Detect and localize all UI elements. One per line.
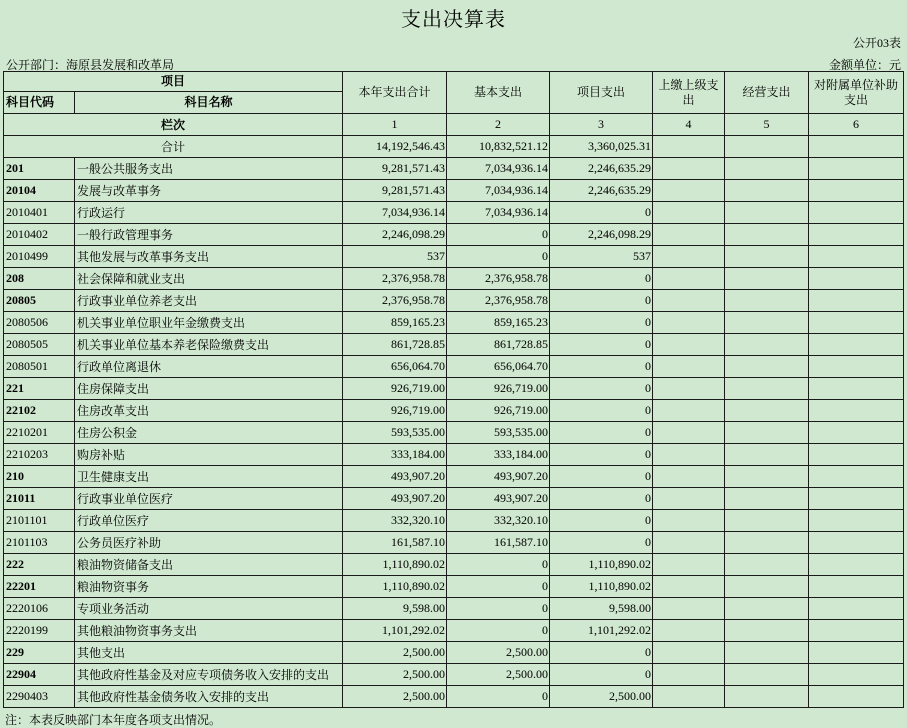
table-row [4,400,904,422]
row-business [725,334,809,356]
row-code: 2080506 [4,312,75,334]
row-total: 2,500.00 [343,686,447,708]
row-basic: 493,907.20 [447,466,550,488]
row-project: 2,246,635.29 [550,158,653,180]
table-row [4,686,904,708]
row-project: 9,598.00 [550,598,653,620]
row-business [725,642,809,664]
row-business [725,576,809,598]
row-basic: 0 [447,576,550,598]
row-subsidy [809,158,904,180]
row-business [725,246,809,268]
row-code: 201 [4,158,75,180]
row-total: 2,500.00 [343,642,447,664]
row-code: 229 [4,642,75,664]
row-upper [653,334,725,356]
table-row [4,620,904,642]
col-number-5: 5 [725,114,809,136]
table-row [4,334,904,356]
row-total: 2,246,098.29 [343,224,447,246]
row-basic: 926,719.00 [447,378,550,400]
row-upper [653,686,725,708]
row-business [725,180,809,202]
row-code: 2210201 [4,422,75,444]
row-code: 2220199 [4,620,75,642]
row-project: 0 [550,664,653,686]
table-row [4,246,904,268]
row-total: 2,376,958.78 [343,290,447,312]
row-upper [653,246,725,268]
row-name: 其他粮油物资事务支出 [75,620,343,642]
row-upper [653,576,725,598]
row-project: 2,246,635.29 [550,180,653,202]
row-project: 0 [550,202,653,224]
row-upper [653,444,725,466]
row-total: 7,034,936.14 [343,202,447,224]
row-basic: 0 [447,554,550,576]
row-basic: 0 [447,620,550,642]
row-name: 专项业务活动 [75,598,343,620]
row-basic: 332,320.10 [447,510,550,532]
header-name: 科目名称 [75,92,343,114]
footnote: 注：本表反映部门本年度各项支出情况。 [5,713,222,727]
col-number-4: 4 [653,114,725,136]
row-business [725,400,809,422]
row-total: 1,110,890.02 [343,576,447,598]
row-subsidy [809,488,904,510]
header-item: 项目 [4,72,343,92]
row-code: 222 [4,554,75,576]
row-upper [653,554,725,576]
row-name: 机关事业单位职业年金缴费支出 [75,312,343,334]
row-upper [653,488,725,510]
row-upper [653,158,725,180]
table-row [4,158,904,180]
row-business [725,356,809,378]
row-upper [653,356,725,378]
row-business [725,664,809,686]
row-subsidy [809,312,904,334]
row-basic: 859,165.23 [447,312,550,334]
row-upper [653,532,725,554]
row-subsidy [809,510,904,532]
row-subsidy [809,378,904,400]
table-row [4,664,904,686]
row-total: 656,064.70 [343,356,447,378]
header-upper: 上缴上级支出 [653,72,725,114]
lanci-label: 栏次 [4,114,343,136]
row-business [725,158,809,180]
row-subsidy [809,444,904,466]
row-code: 20104 [4,180,75,202]
table-row [4,268,904,290]
row-business [725,510,809,532]
row-name: 粮油物资储备支出 [75,554,343,576]
row-subsidy [809,598,904,620]
row-basic: 2,500.00 [447,664,550,686]
header-business: 经营支出 [725,72,809,114]
row-upper [653,312,725,334]
row-basic: 656,064.70 [447,356,550,378]
row-name: 行政单位医疗 [75,510,343,532]
row-name: 住房公积金 [75,422,343,444]
row-upper [653,202,725,224]
col-number-2: 2 [447,114,550,136]
table-row [4,444,904,466]
row-basic: 0 [447,246,550,268]
row-upper [653,422,725,444]
row-total: 859,165.23 [343,312,447,334]
header-subsidy: 对附属单位补助支出 [809,72,904,114]
total-label: 合计 [4,136,343,158]
row-project: 2,246,098.29 [550,224,653,246]
row-code: 20805 [4,290,75,312]
row-project: 0 [550,510,653,532]
row-total: 493,907.20 [343,466,447,488]
row-name: 行政事业单位医疗 [75,488,343,510]
table-row [4,532,904,554]
row-basic: 861,728.85 [447,334,550,356]
row-basic: 161,587.10 [447,532,550,554]
row-basic: 593,535.00 [447,422,550,444]
row-project: 0 [550,642,653,664]
row-upper [653,664,725,686]
table-row [4,466,904,488]
row-name: 住房改革支出 [75,400,343,422]
row-basic: 2,376,958.78 [447,290,550,312]
row-name: 购房补贴 [75,444,343,466]
row-upper [653,400,725,422]
row-business [725,488,809,510]
row-code: 22102 [4,400,75,422]
row-name: 公务员医疗补助 [75,532,343,554]
row-subsidy [809,224,904,246]
row-subsidy [809,180,904,202]
row-name: 其他政府性基金债务收入安排的支出 [75,686,343,708]
row-subsidy [809,466,904,488]
total-total: 14,192,546.43 [343,136,447,158]
row-name: 一般行政管理事务 [75,224,343,246]
row-upper [653,598,725,620]
row-name: 粮油物资事务 [75,576,343,598]
row-total: 2,376,958.78 [343,268,447,290]
row-total: 332,320.10 [343,510,447,532]
row-upper [653,466,725,488]
row-project: 0 [550,488,653,510]
row-subsidy [809,356,904,378]
row-name: 其他发展与改革事务支出 [75,246,343,268]
row-basic: 7,034,936.14 [447,158,550,180]
row-project: 0 [550,268,653,290]
row-subsidy [809,686,904,708]
row-total: 1,110,890.02 [343,554,447,576]
row-code: 221 [4,378,75,400]
row-subsidy [809,576,904,598]
row-code: 2010499 [4,246,75,268]
row-total: 9,281,571.43 [343,180,447,202]
row-project: 0 [550,532,653,554]
row-upper [653,180,725,202]
row-upper [653,268,725,290]
department-label: 公开部门：海原县发展和改革局 [6,58,175,72]
row-subsidy [809,620,904,642]
row-subsidy [809,246,904,268]
row-subsidy [809,642,904,664]
total-row [4,136,904,158]
col-number-6: 6 [809,114,904,136]
row-name: 行政运行 [75,202,343,224]
row-subsidy [809,268,904,290]
row-business [725,268,809,290]
row-business [725,598,809,620]
row-name: 机关事业单位基本养老保险缴费支出 [75,334,343,356]
row-code: 2220106 [4,598,75,620]
row-total: 333,184.00 [343,444,447,466]
row-total: 2,500.00 [343,664,447,686]
row-project: 1,110,890.02 [550,576,653,598]
row-total: 537 [343,246,447,268]
row-basic: 2,500.00 [447,642,550,664]
row-business [725,290,809,312]
row-name: 一般公共服务支出 [75,158,343,180]
table-row [4,642,904,664]
row-code: 2290403 [4,686,75,708]
row-business [725,444,809,466]
row-code: 2101103 [4,532,75,554]
row-business [725,620,809,642]
expenditure-table [3,71,904,708]
row-upper [653,378,725,400]
row-project: 0 [550,334,653,356]
row-project: 0 [550,312,653,334]
row-code: 208 [4,268,75,290]
table-row [4,312,904,334]
table-row [4,576,904,598]
table-row [4,356,904,378]
row-subsidy [809,422,904,444]
row-project: 0 [550,400,653,422]
row-code: 210 [4,466,75,488]
row-total: 861,728.85 [343,334,447,356]
row-name: 其他支出 [75,642,343,664]
row-total: 926,719.00 [343,378,447,400]
table-row [4,488,904,510]
row-business [725,312,809,334]
row-basic: 7,034,936.14 [447,180,550,202]
row-name: 其他政府性基金及对应专项债务收入安排的支出 [75,664,343,686]
row-total: 1,101,292.02 [343,620,447,642]
row-code: 2210203 [4,444,75,466]
table-row [4,510,904,532]
row-basic: 0 [447,598,550,620]
row-basic: 0 [447,686,550,708]
row-code: 2101101 [4,510,75,532]
row-business [725,378,809,400]
row-code: 2080505 [4,334,75,356]
row-name: 行政单位离退休 [75,356,343,378]
total-subsidy [809,136,904,158]
row-project: 0 [550,356,653,378]
row-subsidy [809,400,904,422]
unit-label: 金额单位：元 [828,58,901,72]
row-name: 行政事业单位养老支出 [75,290,343,312]
row-subsidy [809,334,904,356]
row-name: 发展与改革事务 [75,180,343,202]
total-basic: 10,832,521.12 [447,136,550,158]
row-basic: 493,907.20 [447,488,550,510]
row-code: 22904 [4,664,75,686]
row-project: 2,500.00 [550,686,653,708]
row-code: 2080501 [4,356,75,378]
table-row [4,202,904,224]
row-total: 9,598.00 [343,598,447,620]
row-subsidy [809,554,904,576]
header-basic: 基本支出 [447,72,550,114]
row-project: 1,110,890.02 [550,554,653,576]
row-business [725,466,809,488]
row-code: 21011 [4,488,75,510]
row-business [725,202,809,224]
table-row [4,290,904,312]
row-total: 926,719.00 [343,400,447,422]
row-basic: 2,376,958.78 [447,268,550,290]
row-business [725,686,809,708]
header-code: 科目代码 [4,92,75,114]
row-subsidy [809,290,904,312]
row-code: 22201 [4,576,75,598]
header-total: 本年支出合计 [343,72,447,114]
row-name: 住房保障支出 [75,378,343,400]
row-project: 0 [550,444,653,466]
row-business [725,422,809,444]
row-code: 2010401 [4,202,75,224]
row-total: 9,281,571.43 [343,158,447,180]
row-basic: 926,719.00 [447,400,550,422]
header-project: 项目支出 [550,72,653,114]
row-project: 0 [550,422,653,444]
row-subsidy [809,664,904,686]
row-business [725,532,809,554]
row-project: 1,101,292.02 [550,620,653,642]
row-project: 537 [550,246,653,268]
row-total: 493,907.20 [343,488,447,510]
table-row [4,422,904,444]
row-basic: 7,034,936.14 [447,202,550,224]
row-business [725,224,809,246]
row-business [725,554,809,576]
table-row [4,180,904,202]
col-number-3: 3 [550,114,653,136]
total-upper [653,136,725,158]
row-upper [653,620,725,642]
page-title: 支出决算表 [401,7,506,31]
row-upper [653,224,725,246]
col-number-1: 1 [343,114,447,136]
total-project: 3,360,025.31 [550,136,653,158]
row-total: 161,587.10 [343,532,447,554]
row-project: 0 [550,466,653,488]
total-business [725,136,809,158]
table-row [4,224,904,246]
row-name: 卫生健康支出 [75,466,343,488]
form-number: 公开03表 [852,36,901,50]
row-upper [653,642,725,664]
row-project: 0 [550,378,653,400]
table-row [4,378,904,400]
table-row [4,598,904,620]
row-name: 社会保障和就业支出 [75,268,343,290]
row-project: 0 [550,290,653,312]
row-code: 2010402 [4,224,75,246]
row-basic: 0 [447,224,550,246]
row-basic: 333,184.00 [447,444,550,466]
row-subsidy [809,202,904,224]
row-upper [653,510,725,532]
row-subsidy [809,532,904,554]
table-row [4,554,904,576]
row-upper [653,290,725,312]
row-total: 593,535.00 [343,422,447,444]
